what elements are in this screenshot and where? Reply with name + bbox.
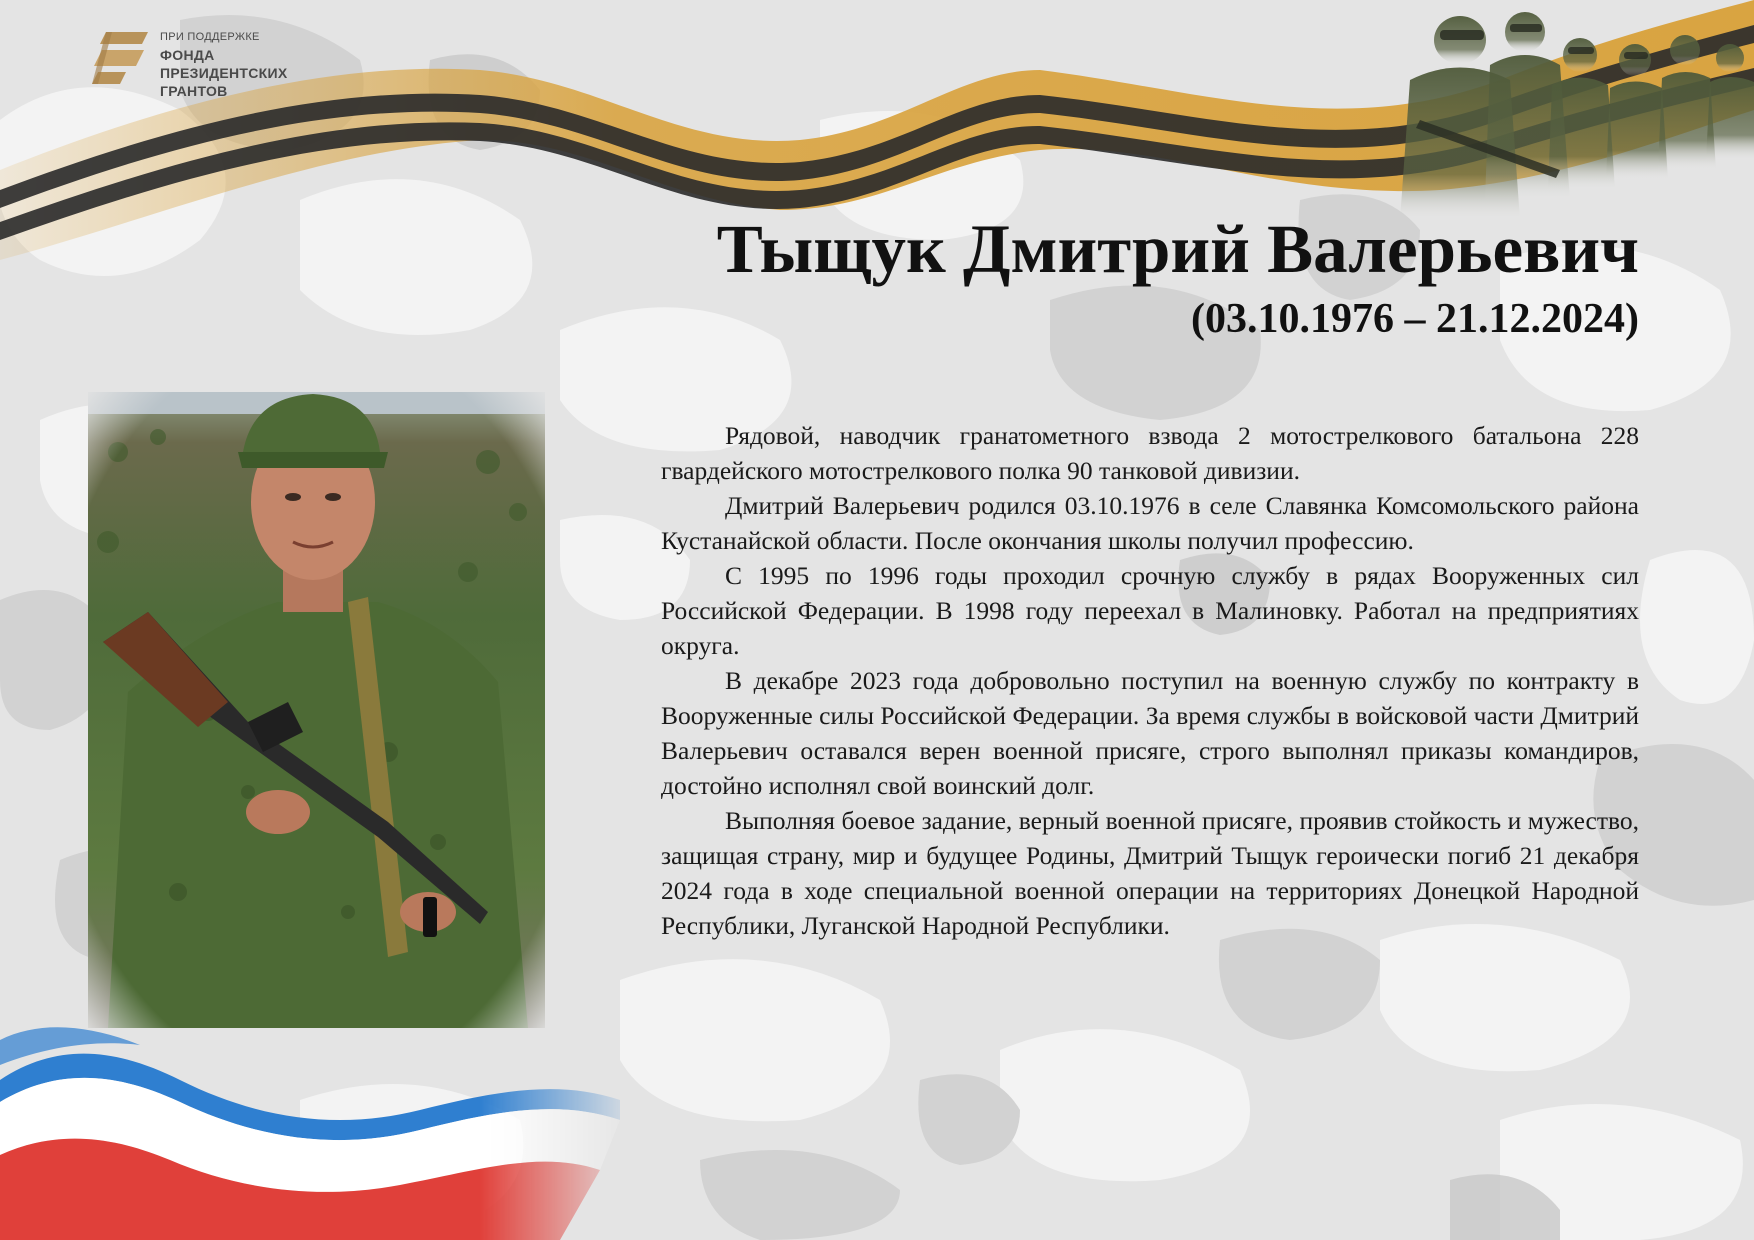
biography-text [661, 418, 1639, 943]
logo-line-fund: ФОНДА [160, 47, 215, 63]
presidential-grants-fund-logo-icon [92, 30, 150, 86]
portrait-photo [88, 392, 545, 1028]
bio-paragraph-rank: Рядовой, наводчик гранатометного взвода 2 мотострелкового батальона 228 гвардейского мотострелкового полка 90 танковой дивизии. [661, 421, 1639, 485]
logo-line-grants: ГРАНТОВ [160, 83, 228, 99]
bio-paragraph-contract: В декабре 2023 года добровольно поступил на военную службу по контракту в Вооруженные силы Российской Федерации. За время службы в войсковой части Дмитрий Валерьевич оставался верен военной присяге, строго выполнял приказы командиров, достойно исполнял свой воинский долг. [661, 666, 1639, 800]
bio-paragraph-death: Выполняя боевое задание, верный военной присяге, проявив стойкость и мужество, защищая страну, мир и будущее Родины, Дмитрий Тыщук героически погиб 21 декабря 2024 года в ходе специальной военной операции на территориях Донецкой Народной Республики, Луганской Народной Республики. [661, 806, 1639, 940]
logo-line-support: ПРИ ПОДДЕРЖКЕ [160, 31, 260, 43]
grants-fund-logo [92, 28, 288, 100]
person-name: Тыщук Дмитрий Валерьевич [716, 211, 1639, 287]
soldiers-illustration [1380, 0, 1754, 240]
logo-line-presidential: ПРЕЗИДЕНТСКИХ [160, 65, 288, 81]
bio-paragraph-service: С 1995 по 1996 годы проходил срочную службу в рядах Вооруженных сил Российской Федерации. В 1998 году переехал в Малиновку. Работал на предприятиях округа. [661, 561, 1639, 660]
bio-paragraph-birth: Дмитрий Валерьевич родился 03.10.1976 в селе Славянка Комсомольского района Кустанайской области. После окончания школы получил профессию. [661, 491, 1639, 555]
russian-flag-wave [0, 1020, 640, 1240]
life-dates: (03.10.1976 – 21.12.2024) [1191, 296, 1639, 342]
